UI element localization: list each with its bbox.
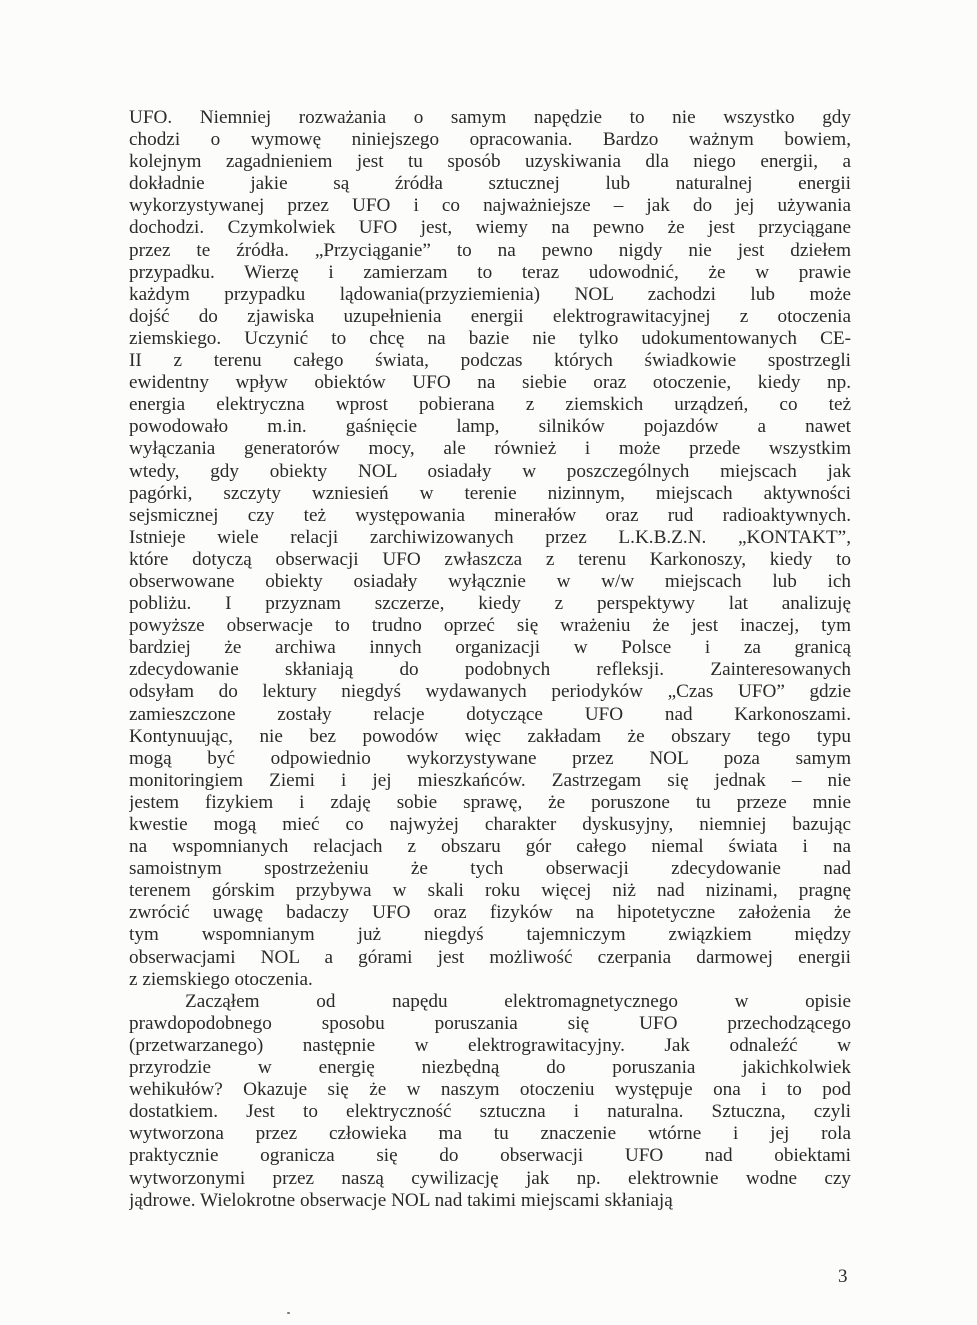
text-line: prawdopodobnego sposobu poruszania się UFO przechodzącego bbox=[129, 1012, 851, 1034]
text-line: II z terenu całego świata, podczas których świadkowie spostrzegli bbox=[129, 350, 851, 372]
text-line: UFO. Niemniej rozważania o samym napędzie to nie wszystko gdy bbox=[129, 107, 851, 128]
text-line: na wspomnianych relacjach z obszaru gór całego niemal świata i na bbox=[129, 836, 851, 858]
text-line: które dotyczą obserwacji UFO zwłaszcza z terenu Karkonoszy, kiedy to bbox=[129, 548, 851, 570]
text-line: ziemskiego. Uczynić to chcę na bazie nie tylko udokumentowanych CE- bbox=[129, 327, 851, 349]
text-line: obserwacjami NOL a górami jest możliwość czerpania darmowej energii bbox=[129, 946, 851, 968]
body-text bbox=[129, 107, 851, 1212]
text-line: dokładnie jakie są źródła sztucznej lub naturalnej energii bbox=[129, 173, 851, 195]
paragraph bbox=[129, 991, 851, 1212]
text-line: przypadku. Wierzę i zamierzam to teraz udowodnić, że w prawie bbox=[129, 261, 851, 283]
text-line: zdecydowanie skłaniają do podobnych refleksji. Zainteresowanych bbox=[129, 659, 851, 681]
text-line: dostatkiem. Jest to elektryczność sztuczna i naturalna. Sztuczna, czyli bbox=[129, 1101, 851, 1123]
text-line: zwrócić uwagę badaczy UFO oraz fizyków na hipotetyczne założenia że bbox=[129, 902, 851, 924]
text-line: pobliżu. I przyznam szczerze, kiedy z perspektywy lat analizuję bbox=[129, 593, 851, 615]
text-line: wytworzonymi przez naszą cywilizację jak np. elektrownie wodne czy bbox=[129, 1167, 851, 1189]
text-line: z ziemskiego otoczenia. bbox=[129, 968, 313, 990]
text-line: kwestie mogą mieć co najwyżej charakter dyskusyjny, niemniej bazując bbox=[129, 814, 851, 835]
text-line: pagórki, szczyty wzniesień w terenie nizinnym, miejscach aktywności bbox=[129, 482, 851, 504]
text-line: Zacząłem od napędu elektromagnetycznego w opisie bbox=[185, 990, 851, 1012]
text-line: sejsmicznej czy też występowania minerałów oraz rud radioaktywnych. bbox=[129, 504, 851, 526]
text-line: obserwowane obiekty osiadały wyłącznie w w/w miejscach lub ich bbox=[129, 570, 851, 592]
text-line: (przetwarzanego) następnie w elektrograwitacyjny. Jak odnaleźć w bbox=[129, 1034, 851, 1056]
text-line: Istnieje wiele relacji zarchiwizowanych przez L.K.B.Z.N. „KONTAKT”, bbox=[129, 526, 851, 548]
text-line: zamieszczone zostały relacje dotyczące UFO nad Karkonoszami. bbox=[129, 703, 851, 725]
scan-speck bbox=[287, 1312, 290, 1314]
text-line: samoistnym spostrzeżeniu że tych obserwacji zdecydowanie nad bbox=[129, 858, 851, 880]
paragraph bbox=[129, 107, 851, 991]
text-line: dojść do zjawiska uzupełnienia energii elektrograwitacyjnej z otoczenia bbox=[129, 305, 851, 327]
text-line: wykorzystywanej przez UFO i co najważniejsze – jak do jej używania bbox=[129, 195, 851, 217]
text-line: energia elektryczna wprost pobierana z ziemskich urządzeń, co też bbox=[129, 394, 851, 416]
text-line: przyrodzie w energię niezbędną do poruszania jakichkolwiek bbox=[129, 1057, 851, 1079]
text-line: ewidentny wpływ obiektów UFO na siebie oraz otoczenie, kiedy np. bbox=[129, 372, 851, 394]
text-line: jądrowe. Wielokrotne obserwacje NOL nad takimi miejscami skłaniają bbox=[129, 1189, 673, 1211]
text-line: przez te źródła. „Przyciąganie” to na pewno nigdy nie jest dziełem bbox=[129, 239, 851, 261]
text-line: bardziej że archiwa innych organizacji w Polsce i za granicą bbox=[129, 637, 851, 659]
text-line: Kontynuując, nie bez powodów więc zakładam że obszary tego typu bbox=[129, 725, 851, 747]
text-line: wehikułów? Okazuje się że w naszym otoczeniu występuje ona i to pod bbox=[129, 1079, 851, 1101]
text-line: terenem górskim przybywa w skali roku więcej niż nad nizinami, pragnę bbox=[129, 880, 851, 902]
text-line: tym wspomnianym już niegdyś tajemniczym związkiem między bbox=[129, 924, 851, 946]
text-line: wtedy, gdy obiekty NOL osiadały w poszczególnych miejscach jak bbox=[129, 460, 851, 482]
text-line: dochodzi. Czymkolwiek UFO jest, wiemy na pewno że jest przyciągane bbox=[129, 217, 851, 239]
text-line: chodzi o wymowę niniejszego opracowania. Bardzo ważnym bowiem, bbox=[129, 129, 851, 151]
text-line: odsyłam do lektury niegdyś wydawanych periodyków „Czas UFO” gdzie bbox=[129, 681, 851, 703]
text-line: wytworzona przez człowieka ma tu znaczenie wtórne i jej rola bbox=[129, 1123, 851, 1145]
text-line: wyłączania generatorów mocy, ale również i może przede wszystkim bbox=[129, 438, 851, 460]
text-line: powodowało m.in. gaśnięcie lamp, silników pojazdów a nawet bbox=[129, 416, 851, 438]
text-line: kolejnym zagadnieniem jest tu sposób uzyskiwania dla niego energii, a bbox=[129, 151, 851, 173]
text-line: jestem fizykiem i zdaję sobie sprawę, że poruszone tu przeze mnie bbox=[129, 791, 851, 813]
text-line: praktycznie ogranicza się do obserwacji UFO nad obiektami bbox=[129, 1145, 851, 1167]
text-line: powyższe obserwacje to trudno oprzeć się wrażeniu że jest inaczej, tym bbox=[129, 615, 851, 637]
text-line: mogą być odpowiednio wykorzystywane przez NOL poza samym bbox=[129, 747, 851, 769]
page-number: 3 bbox=[838, 1266, 848, 1287]
text-line: monitoringiem Ziemi i jej mieszkańców. Zastrzegam się jednak – nie bbox=[129, 769, 851, 791]
text-line: każdym przypadku lądowania(przyziemienia) NOL zachodzi lub może bbox=[129, 283, 851, 305]
